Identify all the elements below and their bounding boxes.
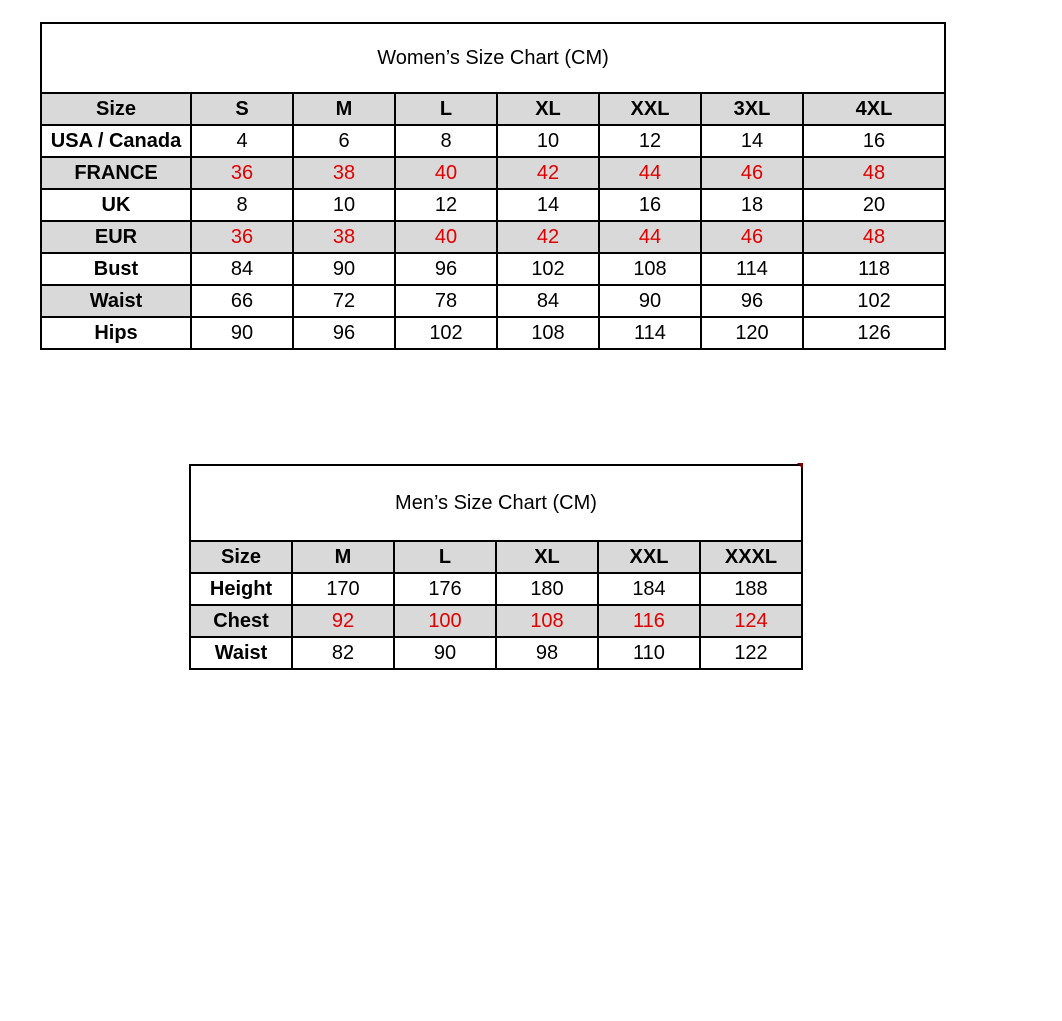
table-cell: 90 bbox=[293, 253, 395, 285]
table-row bbox=[41, 221, 945, 253]
row-label: Chest bbox=[190, 605, 292, 637]
table-cell: 72 bbox=[293, 285, 395, 317]
header-cell: 4XL bbox=[803, 93, 945, 125]
table-cell: 12 bbox=[395, 189, 497, 221]
table-cell: 110 bbox=[598, 637, 700, 669]
row-label: Height bbox=[190, 573, 292, 605]
table-cell: 44 bbox=[599, 221, 701, 253]
table-cell: 10 bbox=[497, 125, 599, 157]
table-cell: 44 bbox=[599, 157, 701, 189]
men-header-row bbox=[190, 541, 802, 573]
women-chart-title: Women’s Size Chart (CM) bbox=[41, 23, 945, 93]
table-cell: 114 bbox=[599, 317, 701, 349]
women-header-row bbox=[41, 93, 945, 125]
table-row bbox=[41, 189, 945, 221]
table-cell: 8 bbox=[395, 125, 497, 157]
table-cell: 126 bbox=[803, 317, 945, 349]
table-cell: 36 bbox=[191, 157, 293, 189]
table-cell: 42 bbox=[497, 157, 599, 189]
table-row bbox=[41, 125, 945, 157]
header-cell: M bbox=[292, 541, 394, 573]
header-cell: M bbox=[293, 93, 395, 125]
table-row bbox=[41, 317, 945, 349]
table-cell: 108 bbox=[497, 317, 599, 349]
header-cell: XXL bbox=[599, 93, 701, 125]
header-cell: L bbox=[395, 93, 497, 125]
table-cell: 100 bbox=[394, 605, 496, 637]
header-cell: Size bbox=[41, 93, 191, 125]
table-cell: 46 bbox=[701, 157, 803, 189]
table-cell: 114 bbox=[701, 253, 803, 285]
header-cell: XXXL bbox=[700, 541, 802, 573]
table-cell: 36 bbox=[191, 221, 293, 253]
row-label: UK bbox=[41, 189, 191, 221]
table-cell: 90 bbox=[191, 317, 293, 349]
table-cell: 14 bbox=[701, 125, 803, 157]
table-cell: 38 bbox=[293, 221, 395, 253]
table-cell: 102 bbox=[395, 317, 497, 349]
table-cell: 118 bbox=[803, 253, 945, 285]
men-chart-title: Men’s Size Chart (CM) bbox=[190, 465, 802, 541]
table-cell: 170 bbox=[292, 573, 394, 605]
table-cell: 184 bbox=[598, 573, 700, 605]
table-row bbox=[190, 637, 802, 669]
table-cell: 82 bbox=[292, 637, 394, 669]
header-cell: S bbox=[191, 93, 293, 125]
table-cell: 96 bbox=[701, 285, 803, 317]
header-cell: L bbox=[394, 541, 496, 573]
row-label: FRANCE bbox=[41, 157, 191, 189]
table-cell: 14 bbox=[497, 189, 599, 221]
header-cell: Size bbox=[190, 541, 292, 573]
table-cell: 20 bbox=[803, 189, 945, 221]
table-cell: 108 bbox=[496, 605, 598, 637]
table-cell: 90 bbox=[394, 637, 496, 669]
table-cell: 116 bbox=[598, 605, 700, 637]
header-cell: XL bbox=[496, 541, 598, 573]
table-cell: 6 bbox=[293, 125, 395, 157]
table-cell: 84 bbox=[191, 253, 293, 285]
table-cell: 42 bbox=[497, 221, 599, 253]
table-cell: 16 bbox=[599, 189, 701, 221]
table-row bbox=[41, 285, 945, 317]
men-size-chart bbox=[189, 464, 803, 670]
row-label: EUR bbox=[41, 221, 191, 253]
table-cell: 38 bbox=[293, 157, 395, 189]
table-cell: 12 bbox=[599, 125, 701, 157]
table-cell: 96 bbox=[395, 253, 497, 285]
table-cell: 180 bbox=[496, 573, 598, 605]
table-cell: 46 bbox=[701, 221, 803, 253]
table-cell: 18 bbox=[701, 189, 803, 221]
table-cell: 10 bbox=[293, 189, 395, 221]
table-cell: 122 bbox=[700, 637, 802, 669]
table-cell: 16 bbox=[803, 125, 945, 157]
women-size-chart bbox=[40, 22, 946, 350]
table-cell: 40 bbox=[395, 221, 497, 253]
table-cell: 78 bbox=[395, 285, 497, 317]
header-cell: XL bbox=[497, 93, 599, 125]
table-row bbox=[190, 573, 802, 605]
table-cell: 40 bbox=[395, 157, 497, 189]
header-cell: XXL bbox=[598, 541, 700, 573]
table-cell: 124 bbox=[700, 605, 802, 637]
table-cell: 102 bbox=[497, 253, 599, 285]
table-row bbox=[41, 253, 945, 285]
table-cell: 66 bbox=[191, 285, 293, 317]
table-cell: 176 bbox=[394, 573, 496, 605]
row-label: USA / Canada bbox=[41, 125, 191, 157]
table-cell: 98 bbox=[496, 637, 598, 669]
row-label: Waist bbox=[190, 637, 292, 669]
table-cell: 4 bbox=[191, 125, 293, 157]
table-cell: 96 bbox=[293, 317, 395, 349]
table-cell: 90 bbox=[599, 285, 701, 317]
table-cell: 92 bbox=[292, 605, 394, 637]
table-cell: 102 bbox=[803, 285, 945, 317]
table-cell: 8 bbox=[191, 189, 293, 221]
table-cell: 48 bbox=[803, 221, 945, 253]
row-label: Hips bbox=[41, 317, 191, 349]
row-label: Waist bbox=[41, 285, 191, 317]
table-cell: 188 bbox=[700, 573, 802, 605]
table-cell: 120 bbox=[701, 317, 803, 349]
table-row bbox=[190, 605, 802, 637]
table-cell: 84 bbox=[497, 285, 599, 317]
table-row bbox=[41, 157, 945, 189]
row-label: Bust bbox=[41, 253, 191, 285]
table-cell: 108 bbox=[599, 253, 701, 285]
header-cell: 3XL bbox=[701, 93, 803, 125]
table-cell: 48 bbox=[803, 157, 945, 189]
